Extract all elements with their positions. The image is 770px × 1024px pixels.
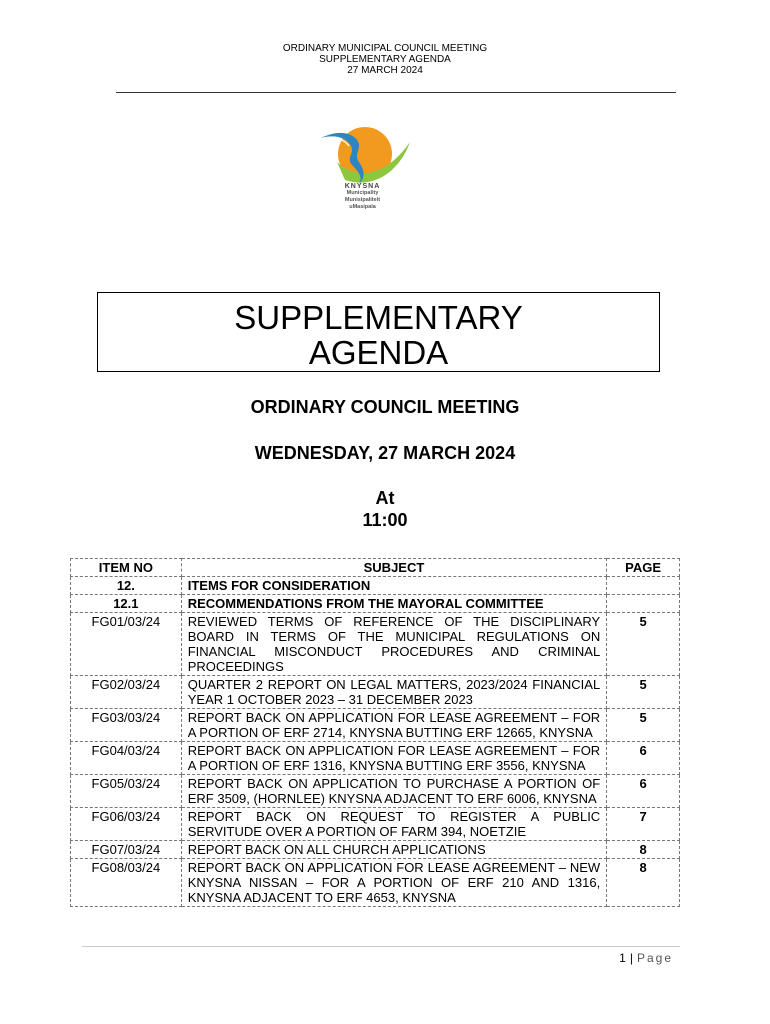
subject: REPORT BACK ON APPLICATION FOR LEASE AGREEMENT – NEW KNYSNA NISSAN – FOR A PORTION OF ERF 210 AND 1316, KNYSNA ADJACENT TO ERF 4653, KNYSNA xyxy=(181,859,606,907)
header-item-no: ITEM NO xyxy=(71,559,182,577)
page-number: 5 xyxy=(607,676,680,709)
subject: REPORT BACK ON APPLICATION TO PURCHASE A PORTION OF ERF 3509, (HORNLEE) KNYSNA ADJACENT TO ERF 6006, KNYSNA xyxy=(181,775,606,808)
header-divider xyxy=(116,92,676,93)
section-row xyxy=(71,595,680,613)
subject: REPORT BACK ON APPLICATION FOR LEASE AGREEMENT – FOR A PORTION OF ERF 1316, KNYSNA BUTTING ERF 3556, KNYSNA xyxy=(181,742,606,775)
item-no: FG03/03/24 xyxy=(71,709,182,742)
table-row xyxy=(71,676,680,709)
title-line-1: SUPPLEMENTARY xyxy=(234,299,523,336)
meeting-name: ORDINARY COUNCIL MEETING xyxy=(250,397,520,417)
footer-divider xyxy=(82,946,680,947)
header-subject: SUBJECT xyxy=(181,559,606,577)
footer-separator: | xyxy=(629,951,633,965)
page-cell xyxy=(607,577,680,595)
table-row xyxy=(71,709,680,742)
page-number: 6 xyxy=(607,742,680,775)
page-footer xyxy=(619,951,673,965)
header-line-1: ORDINARY MUNICIPAL COUNCIL MEETING xyxy=(282,43,488,54)
item-no: FG02/03/24 xyxy=(71,676,182,709)
logo-brand: KNYSNA xyxy=(344,183,381,190)
title-line-2: AGENDA xyxy=(308,334,449,371)
header-line-3: 27 MARCH 2024 xyxy=(347,65,423,76)
table-row xyxy=(71,775,680,808)
item-no: 12. xyxy=(71,577,182,595)
footer-page-word: Page xyxy=(636,951,673,965)
header-line-2: SUPPLEMENTARY AGENDA xyxy=(319,54,451,65)
title-box xyxy=(97,292,660,372)
table-row xyxy=(71,613,680,676)
subject: REPORT BACK ON APPLICATION FOR LEASE AGREEMENT – FOR A PORTION OF ERF 2714, KNYSNA BUTTING ERF 12665, KNYSNA xyxy=(181,709,606,742)
header-page: PAGE xyxy=(607,559,680,577)
page-number: 8 xyxy=(607,841,680,859)
table-row xyxy=(71,841,680,859)
page-number: 6 xyxy=(607,775,680,808)
subject: QUARTER 2 REPORT ON LEGAL MATTERS, 2023/2024 FINANCIAL YEAR 1 OCTOBER 2023 – 31 DECEMBER 2023 xyxy=(181,676,606,709)
page-number: 5 xyxy=(607,613,680,676)
item-no: FG05/03/24 xyxy=(71,775,182,808)
table-header-row xyxy=(71,559,680,577)
item-no: FG01/03/24 xyxy=(71,613,182,676)
page-header xyxy=(0,43,770,76)
table-row xyxy=(71,859,680,907)
logo-line-2: Munisipaliteit xyxy=(344,197,381,203)
subject: ITEMS FOR CONSIDERATION xyxy=(181,577,606,595)
section-row xyxy=(71,577,680,595)
meeting-at: At xyxy=(375,488,395,508)
subject: REPORT BACK ON ALL CHURCH APPLICATIONS xyxy=(181,841,606,859)
item-no: FG07/03/24 xyxy=(71,841,182,859)
page-number: 5 xyxy=(607,709,680,742)
logo-wordmark xyxy=(315,183,410,211)
page-number: 8 xyxy=(607,859,680,907)
logo-line-3: uMasipala xyxy=(349,204,376,210)
meeting-date: WEDNESDAY, 27 MARCH 2024 xyxy=(254,443,516,463)
footer-page-number: 1 xyxy=(619,951,626,965)
item-no: FG08/03/24 xyxy=(71,859,182,907)
item-no: FG06/03/24 xyxy=(71,808,182,841)
page-number: 7 xyxy=(607,808,680,841)
page-cell xyxy=(607,595,680,613)
knysna-logo-icon xyxy=(315,118,415,228)
meeting-time: 11:00 xyxy=(362,510,408,530)
logo-line-1: Municipality xyxy=(346,190,379,196)
item-no: 12.1 xyxy=(71,595,182,613)
table-row xyxy=(71,808,680,841)
subject: RECOMMENDATIONS FROM THE MAYORAL COMMITTEE xyxy=(181,595,606,613)
agenda-table xyxy=(70,558,680,907)
subject: REVIEWED TERMS OF REFERENCE OF THE DISCIPLINARY BOARD IN TERMS OF THE MUNICIPAL REGULATIONS ON FINANCIAL MISCONDUCT PROCEDURES AND CRIMINAL PROCEEDINGS xyxy=(181,613,606,676)
subject: REPORT BACK ON REQUEST TO REGISTER A PUBLIC SERVITUDE OVER A PORTION OF FARM 394, NOETZIE xyxy=(181,808,606,841)
item-no: FG04/03/24 xyxy=(71,742,182,775)
table-row xyxy=(71,742,680,775)
